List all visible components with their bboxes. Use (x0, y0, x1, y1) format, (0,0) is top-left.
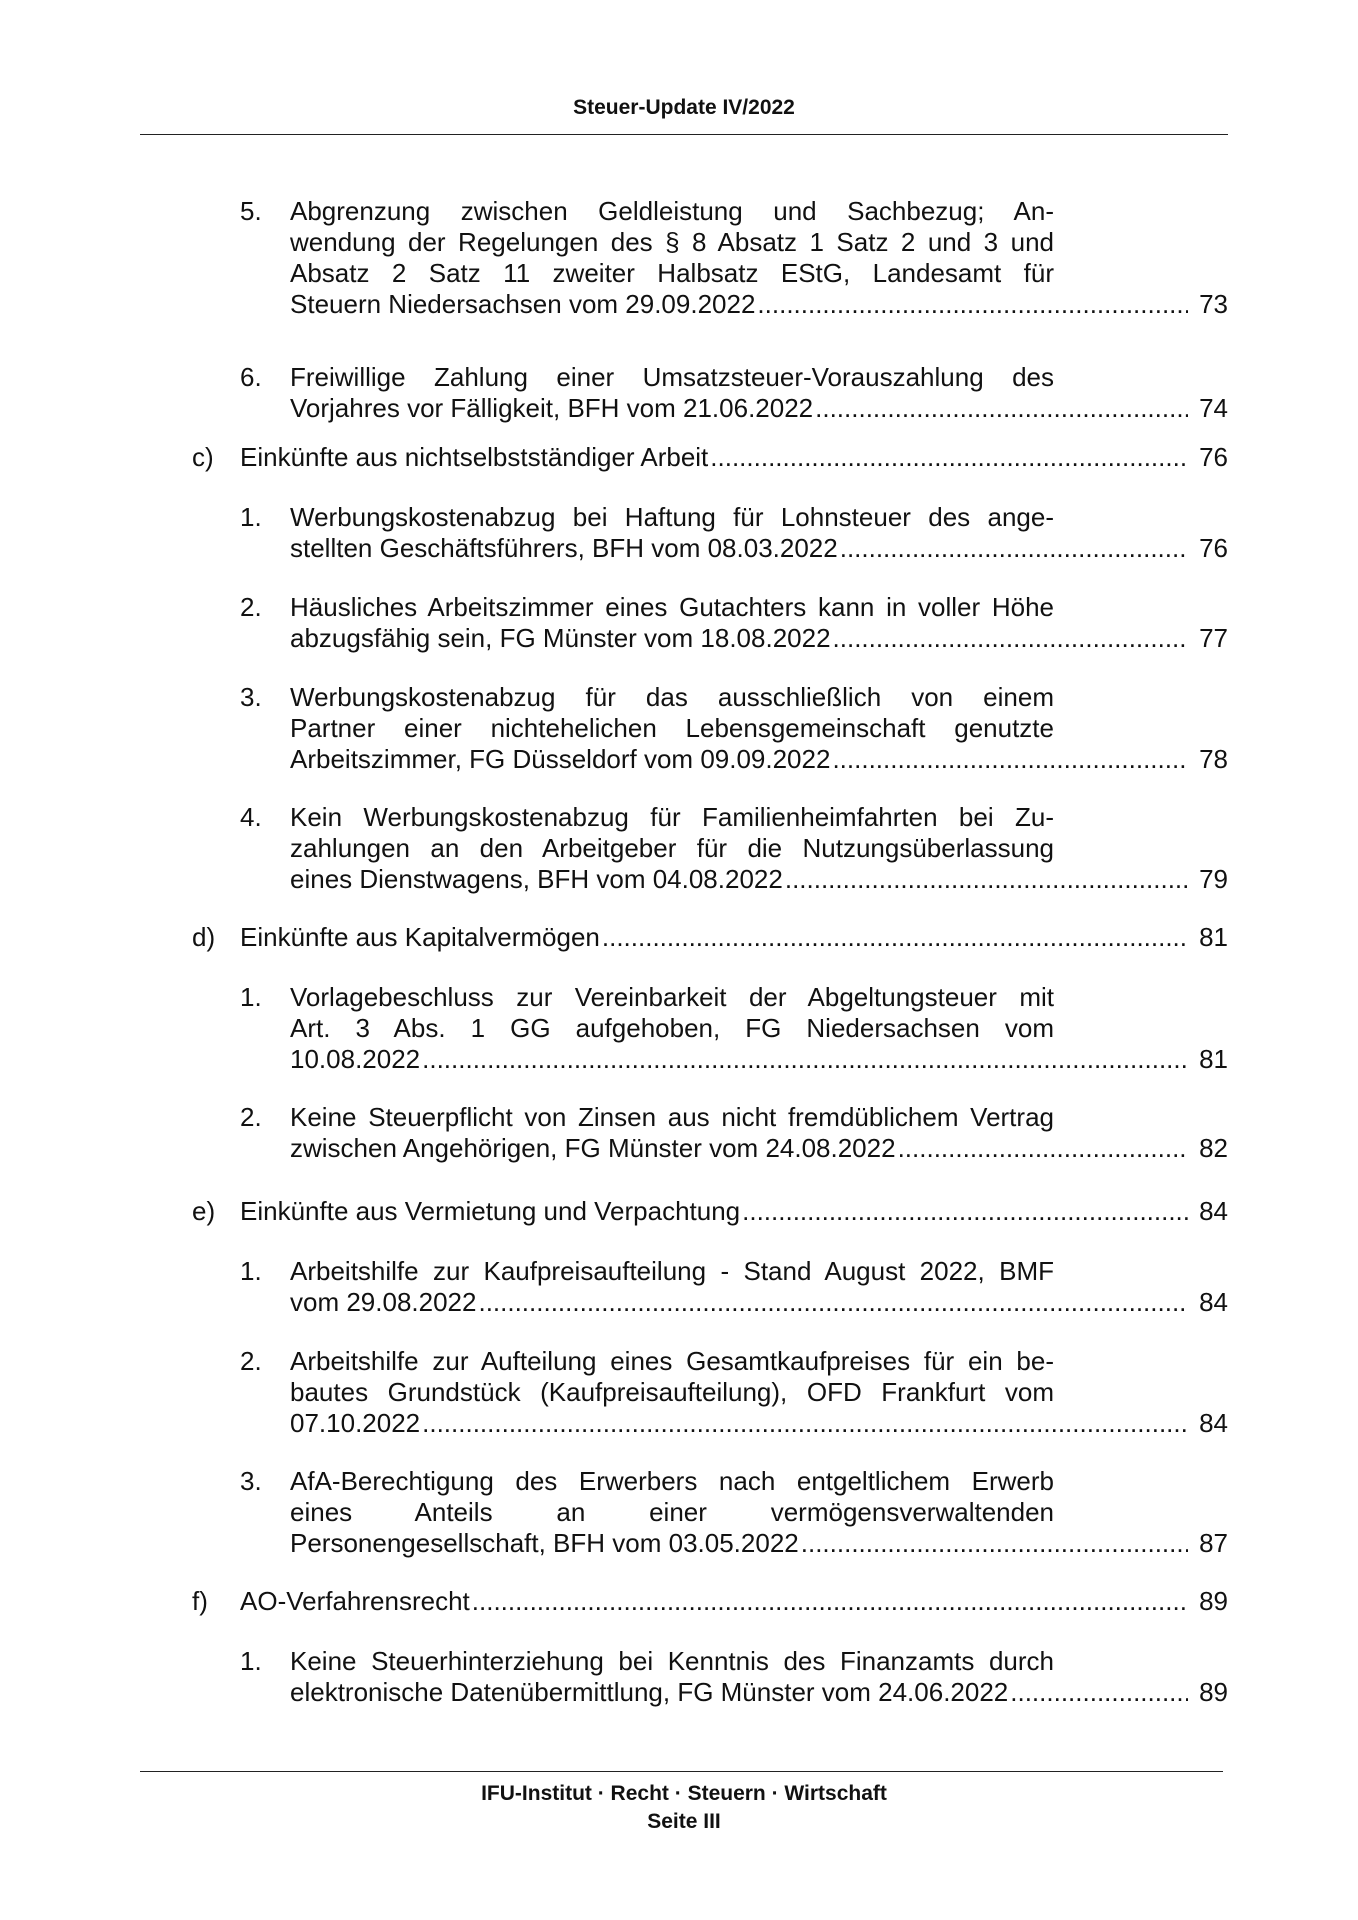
footer-rule (140, 1771, 1223, 1772)
dot-leader (710, 442, 1188, 473)
toc-text-line: Personengesellschaft, BFH vom 03.05.2022 (290, 1528, 799, 1558)
toc-text-line: Einkünfte aus Kapitalvermögen (240, 922, 600, 952)
toc-page-number: 84 (1199, 1408, 1228, 1438)
toc-text-line: Werbungskostenabzug bei Haftung für Lohnsteuer des ange- (290, 502, 1054, 532)
toc-text-line: Arbeitszimmer, FG Düsseldorf vom 09.09.2022 (290, 744, 831, 774)
toc-text-line: wendung der Regelungen des § 8 Absatz 1 Satz 2 und 3 und (290, 227, 1054, 257)
toc-page-number: 78 (1199, 744, 1228, 774)
toc-text-line: AfA-Berechtigung des Erwerbers nach entgeltlichem Erwerb (290, 1466, 1054, 1496)
toc-number: 6. (240, 362, 262, 392)
toc-entry (240, 802, 1228, 895)
toc-number: 1. (240, 1256, 262, 1286)
toc-number: 2. (240, 1102, 262, 1132)
toc-page-number: 77 (1199, 623, 1228, 653)
toc-page-number: 84 (1199, 1287, 1228, 1317)
toc-text-line: Einkünfte aus nichtselbstständiger Arbeit (240, 442, 709, 472)
toc-number: d) (192, 922, 216, 952)
dot-leader (785, 864, 1188, 895)
footer-institute: IFU-Institut · Recht · Steuern · Wirtschaft (481, 1782, 887, 1805)
toc-page-number: 76 (1199, 442, 1228, 472)
toc-entry (240, 1346, 1228, 1439)
toc-text-line: Arbeitshilfe zur Kaufpreisaufteilung - Stand August 2022, BMF (290, 1256, 1054, 1286)
toc-number: 3. (240, 682, 262, 712)
dot-leader (833, 623, 1188, 654)
toc-number: 1. (240, 502, 262, 532)
toc-number: 4. (240, 802, 262, 832)
toc-text-line: Vorjahres vor Fälligkeit, BFH vom 21.06.2022 (290, 393, 814, 423)
toc-text-line: Abgrenzung zwischen Geldleistung und Sachbezug; An- (290, 196, 1054, 226)
toc-text-line: eines Dienstwagens, BFH vom 04.08.2022 (290, 864, 783, 894)
toc-text-line: Vorlagebeschluss zur Vereinbarkeit der Abgeltungsteuer mit (290, 982, 1054, 1012)
toc-text-line: zahlungen an den Arbeitgeber für die Nutzungsüberlassung (290, 833, 1054, 863)
toc-text-line: Häusliches Arbeitszimmer eines Gutachters kann in voller Höhe (290, 592, 1054, 622)
toc-text-line: 07.10.2022 (290, 1408, 421, 1438)
toc-page-number: 74 (1199, 393, 1228, 423)
toc-text-line: Werbungskostenabzug für das ausschließlich von einem (290, 682, 1054, 712)
toc-section (192, 1196, 1228, 1227)
toc-text-line: Einkünfte aus Vermietung und Verpachtung (240, 1196, 741, 1226)
toc-entry (240, 362, 1228, 424)
toc-text-line: Freiwillige Zahlung einer Umsatzsteuer-Vorauszahlung des (290, 362, 1054, 392)
toc-entry (240, 592, 1228, 654)
dot-leader (602, 922, 1188, 953)
toc-entry (240, 1466, 1228, 1559)
dot-leader (898, 1133, 1188, 1164)
toc-text-line: AO-Verfahrensrecht (240, 1586, 470, 1616)
dot-leader (840, 533, 1188, 564)
toc-text-line: Absatz 2 Satz 11 zweiter Halbsatz EStG, Landesamt für (290, 258, 1054, 288)
dot-leader (422, 1408, 1188, 1439)
toc-entry (240, 1646, 1228, 1708)
dot-leader (1010, 1677, 1188, 1708)
toc-page-number: 76 (1199, 533, 1228, 563)
toc-text-line: eines Anteils an einer vermögensverwaltenden (290, 1497, 1054, 1527)
toc-number: 1. (240, 1646, 262, 1676)
toc-text-line: Keine Steuerhinterziehung bei Kenntnis des Finanzamts durch (290, 1646, 1054, 1676)
toc-text-line: Steuern Niedersachsen vom 29.09.2022 (290, 289, 756, 319)
toc-page-number: 73 (1199, 289, 1228, 319)
toc-text-line: abzugsfähig sein, FG Münster vom 18.08.2022 (290, 623, 831, 653)
toc-number: e) (192, 1196, 216, 1226)
toc-page-number: 84 (1199, 1196, 1228, 1226)
toc-page-number: 82 (1199, 1133, 1228, 1163)
toc-entry (240, 982, 1228, 1075)
toc-number: 1. (240, 982, 262, 1012)
toc-text-line: Kein Werbungskostenabzug für Familienheimfahrten bei Zu- (290, 802, 1054, 832)
toc-section (192, 1586, 1228, 1617)
toc-number: f) (192, 1586, 208, 1616)
toc-text-line: zwischen Angehörigen, FG Münster vom 24.08.2022 (290, 1133, 896, 1163)
dot-leader (832, 744, 1188, 775)
toc-page-number: 81 (1199, 922, 1228, 952)
toc-entry (240, 1256, 1228, 1318)
toc-page-number: 89 (1199, 1586, 1228, 1616)
dot-leader (472, 1586, 1188, 1617)
running-header: Steuer-Update IV/2022 (573, 96, 795, 119)
toc-page-number: 89 (1199, 1677, 1228, 1707)
toc-number: 3. (240, 1466, 262, 1496)
toc-entry (240, 502, 1228, 564)
toc-page-number: 81 (1199, 1044, 1228, 1074)
page-footer (140, 1780, 1228, 1836)
toc-text-line: Arbeitshilfe zur Aufteilung eines Gesamtkaufpreises für ein be- (290, 1346, 1054, 1376)
toc-page-number: 87 (1199, 1528, 1228, 1558)
dot-leader (815, 393, 1188, 424)
toc-text-line: Art. 3 Abs. 1 GG aufgehoben, FG Niedersachsen vom (290, 1013, 1054, 1043)
toc-section (192, 922, 1228, 953)
toc-entry (240, 196, 1228, 320)
dot-leader (801, 1528, 1188, 1559)
toc-text-line: elektronische Datenübermittlung, FG Münster vom 24.06.2022 (290, 1677, 1009, 1707)
toc-number: c) (192, 442, 214, 472)
toc-number: 2. (240, 1346, 262, 1376)
toc-text-line: vom 29.08.2022 (290, 1287, 477, 1317)
dot-leader (422, 1044, 1188, 1075)
dot-leader (742, 1196, 1188, 1227)
toc-text-line: Partner einer nichtehelichen Lebensgemeinschaft genutzte (290, 713, 1054, 743)
toc-entry (240, 682, 1228, 775)
dot-leader (478, 1287, 1188, 1318)
dot-leader (757, 289, 1188, 320)
toc-text-line: bautes Grundstück (Kaufpreisaufteilung), OFD Frankfurt vom (290, 1377, 1054, 1407)
toc-number: 2. (240, 592, 262, 622)
toc-number: 5. (240, 196, 262, 226)
toc-text-line: stellten Geschäftsführers, BFH vom 08.03.2022 (290, 533, 838, 563)
toc-section (192, 442, 1228, 473)
toc-text-line: Keine Steuerpflicht von Zinsen aus nicht fremdüblichem Vertrag (290, 1102, 1054, 1132)
footer-page-number: Seite III (647, 1810, 721, 1833)
toc-page-number: 79 (1199, 864, 1228, 894)
toc-entry (240, 1102, 1228, 1164)
toc-text-line: 10.08.2022 (290, 1044, 421, 1074)
